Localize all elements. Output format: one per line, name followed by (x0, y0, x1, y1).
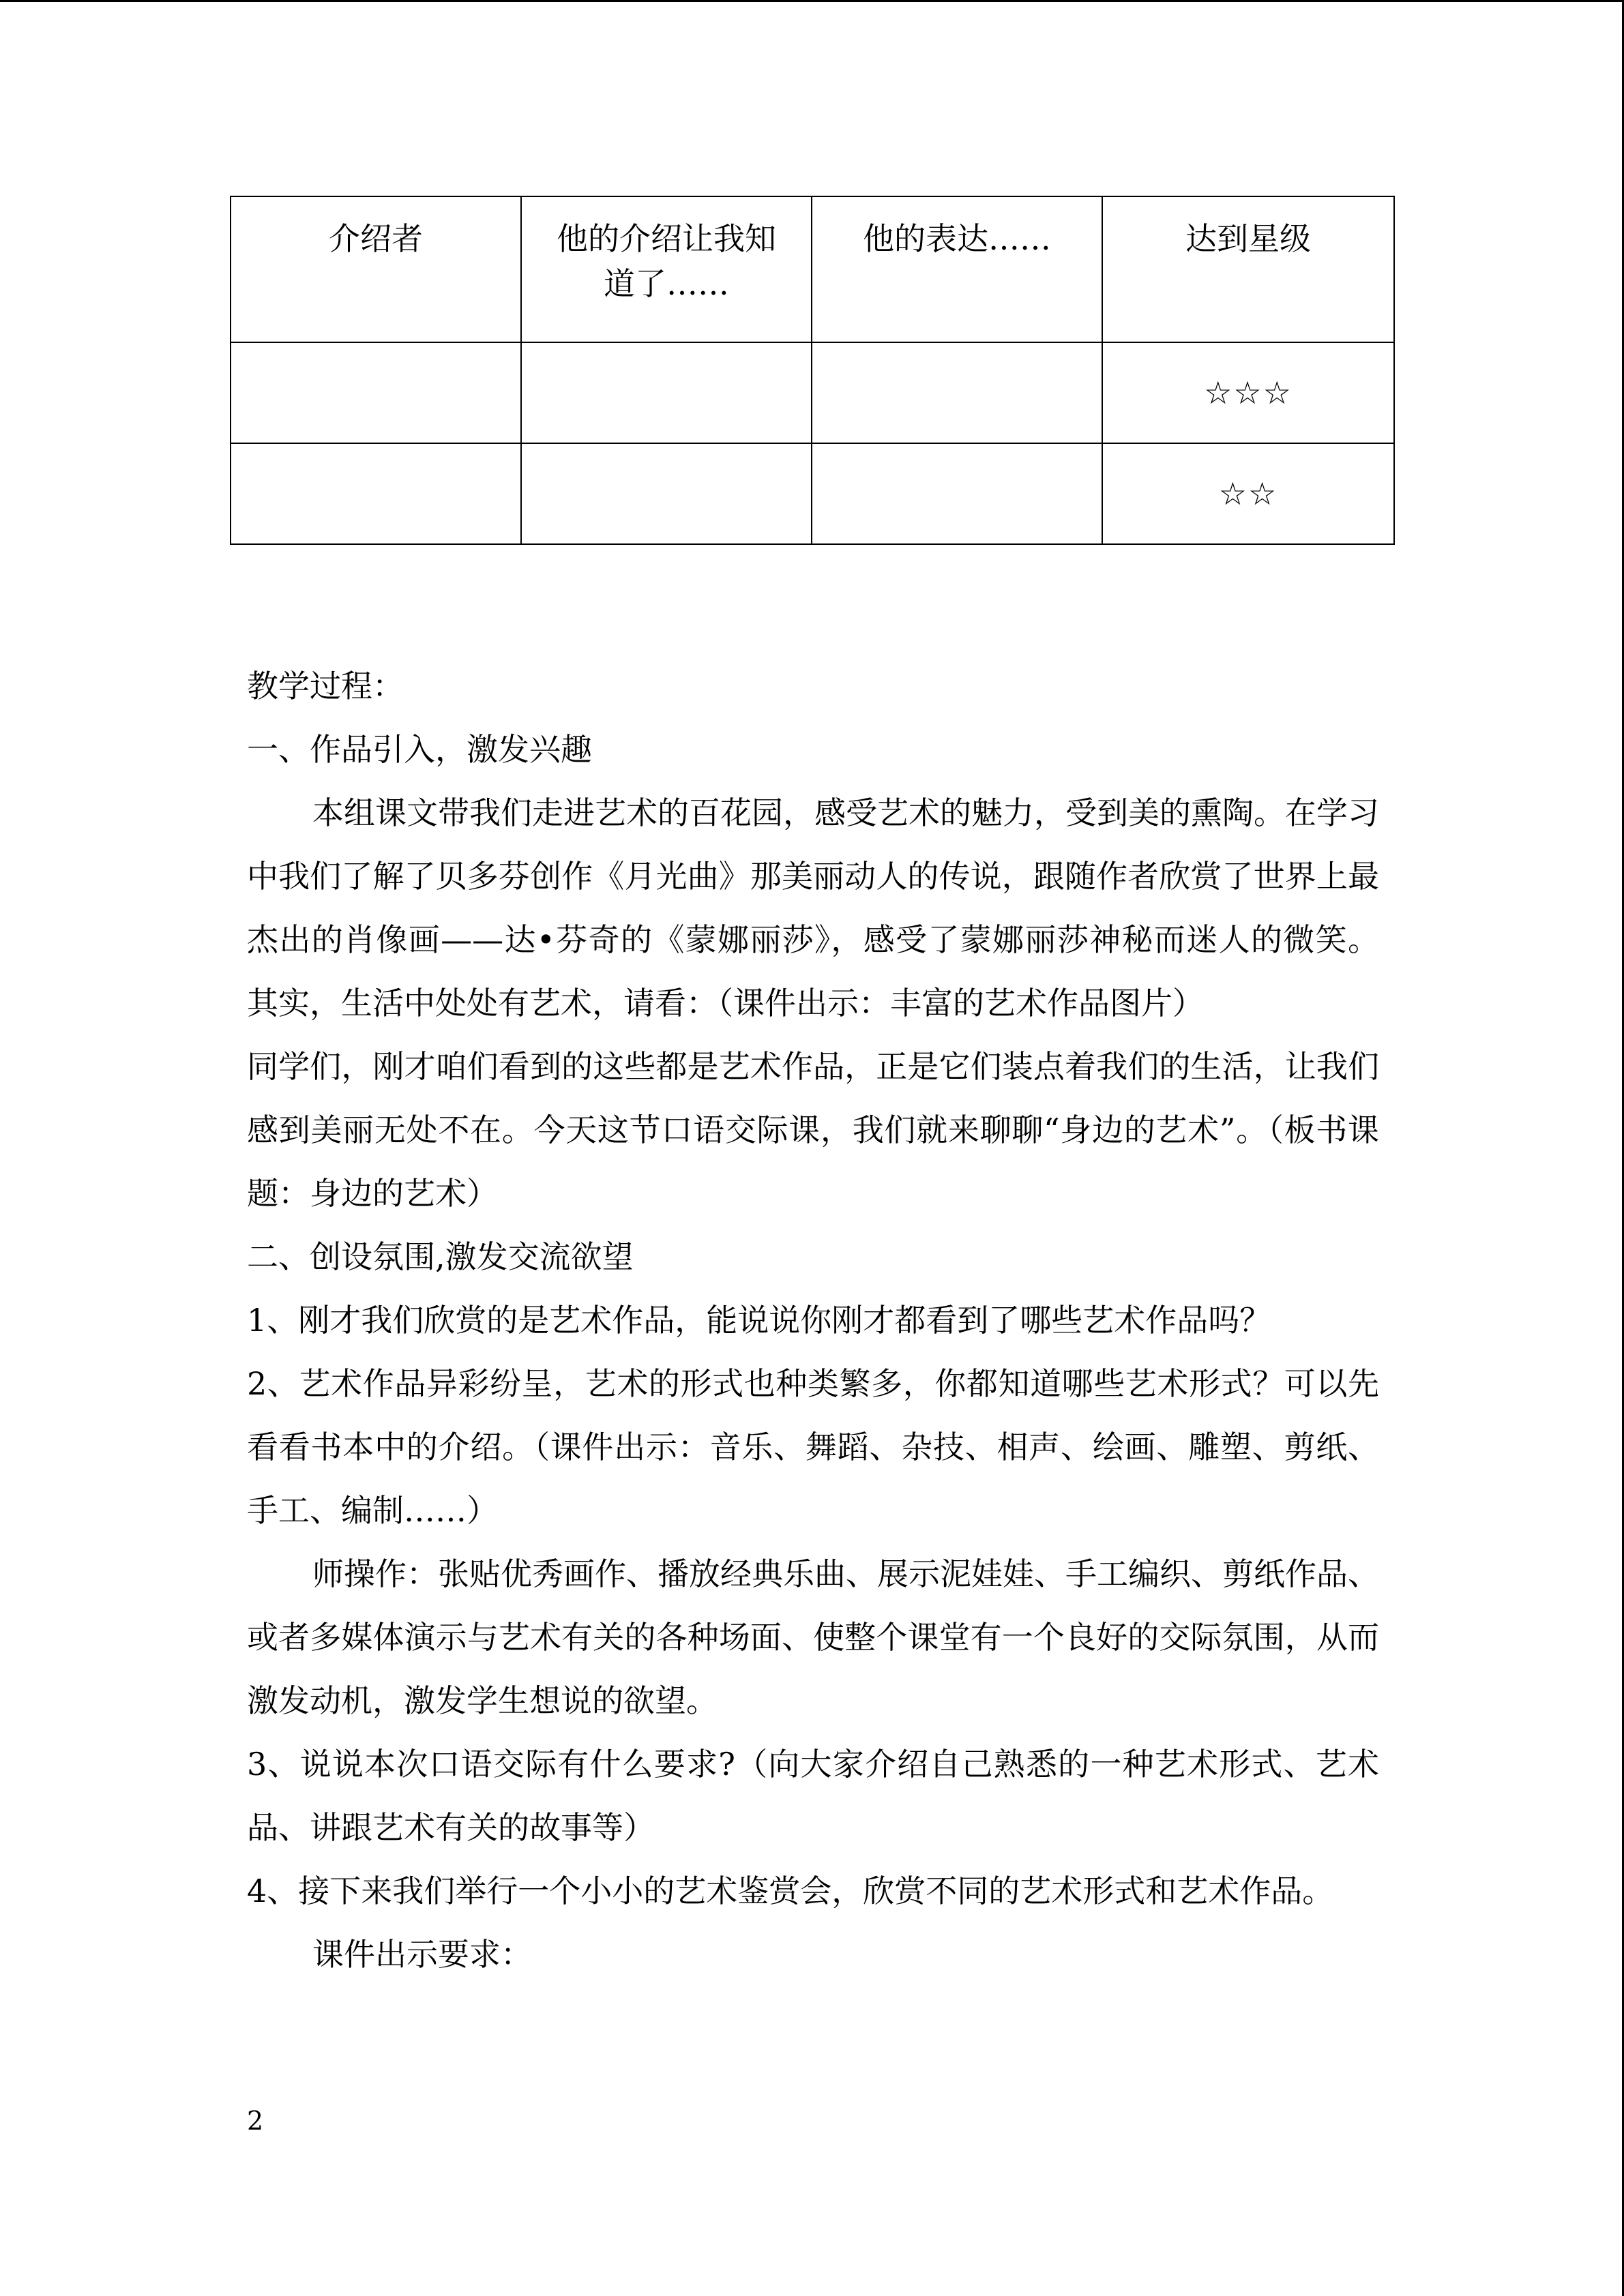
page-number: 2 (247, 2106, 264, 2136)
header-expression: 他的表达…… (812, 196, 1102, 342)
step-1: 1、刚才我们欣赏的是艺术作品，能说说你刚才都看到了哪些艺术作品吗？ (247, 1302, 1271, 1339)
header-learned: 他的介绍让我知道了…… (521, 196, 812, 342)
section1-title: 一、作品引入，激发兴趣 (247, 731, 592, 768)
lesson-body (247, 655, 1379, 1986)
page-border-top (0, 0, 1624, 2)
process-label: 教学过程： (247, 668, 404, 704)
header-introducer: 介绍者 (231, 196, 521, 342)
table-header-row (231, 196, 1394, 342)
intro-paragraph: 本组课文带我们走进艺术的百花园，感受艺术的魅力，受到美的熏陶。在学习中我们了解了贝多芬创作《月光曲》那美丽动人的传说，跟随作者欣赏了世界上最杰出的肖像画——达•芬奇的《蒙娜丽莎》，感受了蒙娜丽莎神秘而迷人的微笑。其实，生活中处处有艺术，请看：（课件出示：丰富的艺术作品图片） (247, 794, 1379, 1022)
step-4: 4、接下来我们举行一个小小的艺术鉴赏会，欣赏不同的艺术形式和艺术作品。 (247, 1873, 1334, 1909)
table-cell (812, 342, 1102, 443)
star-rating-two: ☆☆ (1102, 443, 1394, 544)
evaluation-table (230, 196, 1395, 545)
classmates-paragraph: 同学们，刚才咱们看到的这些都是艺术作品，正是它们装点着我们的生活，让我们感到美丽无处不在。今天这节口语交际课，我们就来聊聊“身边的艺术”。（板书课题：身边的艺术） (247, 1048, 1379, 1212)
section2-title: 二、创设氛围,激发交流欲望 (247, 1238, 634, 1275)
table-cell (812, 443, 1102, 544)
step-2: 2、艺术作品异彩纷呈，艺术的形式也种类繁多，你都知道哪些艺术形式？可以先看看书本中的介绍。（课件出示：音乐、舞蹈、杂技、相声、绘画、雕塑、剪纸、手工、编制……） (247, 1365, 1379, 1529)
teacher-action: 师操作：张贴优秀画作、播放经典乐曲、展示泥娃娃、手工编织、剪纸作品、或者多媒体演示与艺术有关的各种场面、使整个课堂有一个良好的交际氛围，从而激发动机，激发学生想说的欲望。 (247, 1555, 1379, 1719)
header-star-level: 达到星级 (1102, 196, 1394, 342)
table-cell (521, 443, 812, 544)
table-cell (231, 443, 521, 544)
table-row (231, 342, 1394, 443)
star-rating-three: ☆☆☆ (1102, 342, 1394, 443)
step-3: 3、说说本次口语交际有什么要求?（向大家介绍自己熟悉的一种艺术形式、艺术品、讲跟艺术有关的故事等） (247, 1746, 1379, 1846)
courseware-requirements: 课件出示要求： (312, 1936, 532, 1973)
table-row (231, 443, 1394, 544)
table-cell (521, 342, 812, 443)
table-cell (231, 342, 521, 443)
